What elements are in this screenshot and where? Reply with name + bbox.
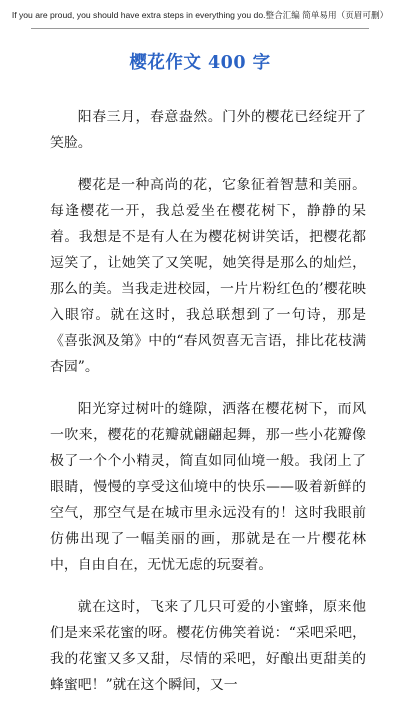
page-header: If you are proud, you should have extra steps in everything you do.整合汇编 简单易用（页眉可删）	[11, 10, 389, 20]
paragraph-4: 就在这时，飞来了几只可爱的小蜜蜂，原来他们是来采花蜜的呀。樱花仿佛笑着说：“采吧采吧，我的花蜜又多又甜，尽情的采吧，好酿出更甜美的蜂蜜吧！”就在这个瞬间，又一	[50, 599, 366, 693]
paragraph-3: 阳光穿过树叶的缝隙，洒落在樱花树下，而风一吹来，樱花的花瓣就翩翩起舞，那一些小花瓣像极了一个个小精灵，简直如同仙境一般。我闭上了眼睛，慢慢的享受这仙境中的快乐——吸着新鲜的空气，那空气是在城市里永远没有的！这时我眼前仿佛出现了一幅美丽的画，那就是在一片樱花林中，自由自在，无忧无虑的玩耍着。	[50, 401, 366, 573]
paragraph-1: 阳春三月，春意盎然。门外的樱花已经绽开了笑脸。	[50, 109, 366, 151]
paragraph-2: 樱花是一种高尚的花，它象征着智慧和美丽。每逢樱花一开，我总爱坐在樱花树下，静静的呆着。我想是不是有人在为樱花树讲笑话，把樱花都逗笑了，让她笑了又笑呢，她笑得是那么的灿烂，那么的美。当我走进校园，一片片粉红色的’樱花映入眼帘。就在这时，我总联想到了一句诗，那是《喜张沨及第》中的“春风贺喜无言语，排比花枝满杏园”。	[50, 177, 366, 375]
document-body	[50, 104, 366, 714]
document-title: 樱花作文 400 字	[129, 53, 271, 73]
header-divider	[31, 28, 369, 29]
